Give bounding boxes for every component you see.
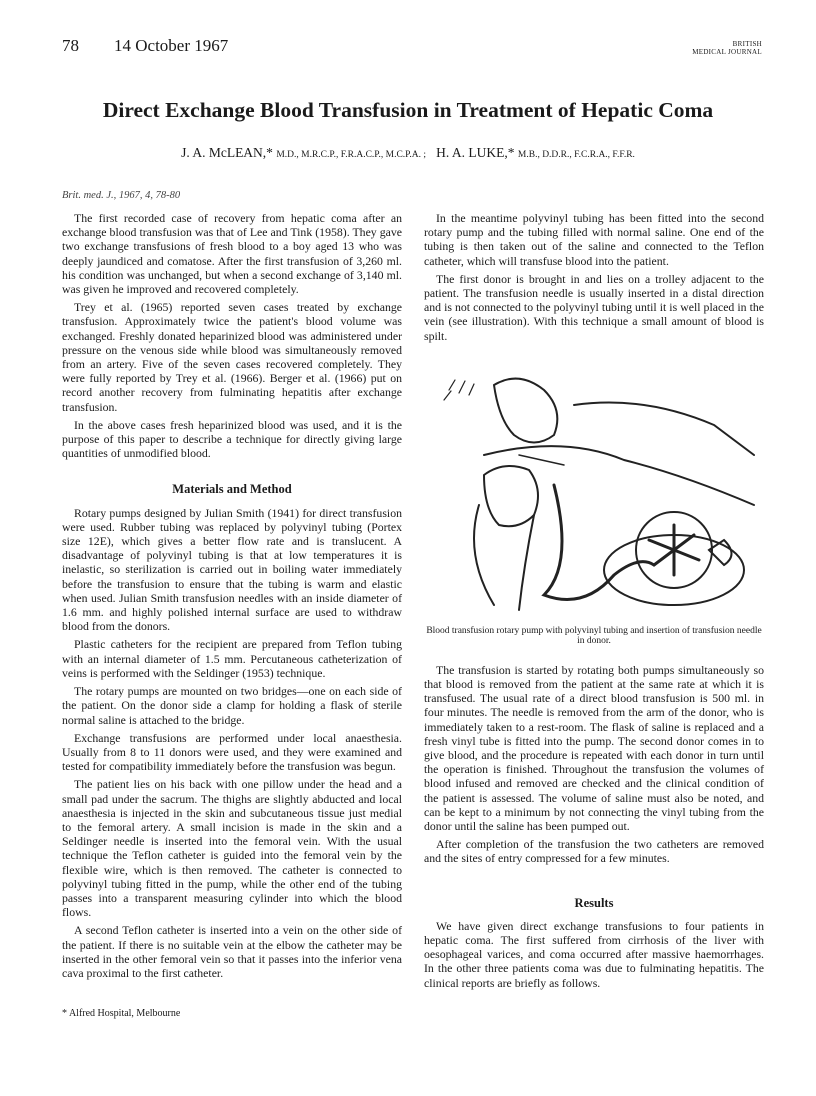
body-paragraph: After completion of the transfusion the two catheters are removed and the sites of entry compressed for a few minutes. xyxy=(424,837,764,866)
method-paragraph: The patient lies on his back with one pillow under the head and a small pad under the sacrum. The thighs are slightly abducted and local anaesthesia is injected in the skin and subcutaneous tissue just medial to the femoral artery. A small incision is made in the skin and a Seldinger needle is inserted into the femoral vein. With the usual technique the Teflon catheter is guided into the femoral vein by the flexible wire, which is then removed. The catheter is connected to polyvinyl tubing fitted in the pump, while the other end of the tubing passes into a transparent measuring cylinder into which the blood flows. xyxy=(62,777,402,920)
author-1-credentials: M.D., M.R.C.P., F.R.A.C.P., M.C.P.A. ; xyxy=(276,150,427,160)
needle xyxy=(519,455,564,465)
body-paragraph: The first donor is brought in and lies on a trolley adjacent to the patient. The transfusion needle is usually inserted in a distal direction and is not connected to the polyvinyl tubing until it is well placed in the vein (see illustration). With this technique a small amount of blood is spilt. xyxy=(424,271,764,343)
author-2-credentials: M.B., D.D.R., F.C.R.A., F.F.R. xyxy=(517,150,635,160)
intro-paragraph: In the above cases fresh heparinized blood was used, and it is the purpose of this paper to describe a technique for directly giving large quantities of unmodified blood. xyxy=(62,417,402,461)
figure-illustration xyxy=(424,365,764,623)
article-title: Direct Exchange Blood Transfusion in Treatment of Hepatic Coma xyxy=(102,98,714,122)
body-paragraph: In the meantime polyvinyl tubing has been fitted into the second rotary pump and the tubing filled with normal saline. One end of the tubing is then taken out of the saline and connected to the Teflon catheter, which will transfuse blood into the patient. xyxy=(424,211,764,268)
section-heading-methods: Materials and Method xyxy=(172,482,292,497)
footnote: * Alfred Hospital, Melbourne xyxy=(62,1008,181,1019)
issue-date: 14 October 1967 xyxy=(114,36,229,55)
transfusion-pump-drawing xyxy=(424,365,764,623)
forearm-right xyxy=(519,515,534,610)
journal-line-1: BRITISH xyxy=(732,40,762,48)
results-paragraph: We have given direct exchange transfusions to four patients in hepatic coma. The first suffered from cirrhosis of the liver with oesophageal varices, and coma occurred after massive haemorrhages. In the other three patients coma was due to fulminating hepatitis. The clinical reports are briefly as follows. xyxy=(424,918,764,990)
intro-paragraph: Trey et al. (1965) reported seven cases treated by exchange transfusion. Approximately twice the patient's blood volume was exchanged. Freshly donated heparinized blood was administered under pressure on the venous side while blood was simultaneously removed from an artery. Five of the seven cases recovered completely. They were fully reported by Trey et al. (1966). Berger et al. (1966) put on record another recovery from fulminating hepatitis after exchange transfusion. xyxy=(62,300,402,414)
author-1-name: J. A. McLEAN,* xyxy=(181,145,273,160)
left-column xyxy=(62,211,402,984)
author-line xyxy=(0,145,816,161)
hair-hatching xyxy=(444,380,474,400)
method-paragraph: The rotary pumps are mounted on two bridges—one on each side of the patient. On the donor side a clamp for holding a flask of sterile normal saline is attached to the bridge. xyxy=(62,684,402,727)
forearm-left xyxy=(474,505,494,605)
method-paragraph: Plastic catheters for the recipient are prepared from Teflon tubing with an internal diameter of 1.5 mm. Percutaneous catheterization of veins is performed with the Seldinger (1953) technique. xyxy=(62,637,402,680)
citation: Brit. med. J., 1967, 4, 78-80 xyxy=(62,190,181,201)
journal-line-2: MEDICAL JOURNAL xyxy=(692,48,762,56)
page-number: 78 xyxy=(62,36,79,55)
body-paragraph: The transfusion is started by rotating both pumps simultaneously so that blood is removed from the patient at the same rate at which it is transfused. The usual rate of a direct blood transfusion is 500 ml. in four minutes. The needle is removed from the arm of the donor, who is immediately taken to a rest-room. The flask of saline is replaced and a fresh vinyl tube is fitted into the pump. The second donor comes in to give blood, and the procedure is repeated with each donor in turn until the operation is finished. Throughout the transfusion the volumes of blood infused and removed are checked and the clinical condition of the patient is assessed. The volume of saline must also be noted, and can be kept to a minimum by not connecting the vinyl tubing from the donor until the saline has been pumped out. xyxy=(424,662,764,834)
lower-hand xyxy=(484,466,538,526)
donor-arm-lower xyxy=(484,446,754,505)
right-column xyxy=(424,211,764,994)
donor-arm-outline xyxy=(574,402,754,455)
method-paragraph: Rotary pumps designed by Julian Smith (1941) for direct transfusion were used. Rubber tubing was replaced by polyvinyl tubing (Portex size 12E), which gives a better flow rate and is translucent. A disadvantage of polyvinyl tubing is that at low temperatures it is inelastic, so sterilization is carried out in boiling water immediately before the transfusion to ensure that the tubing is warm and elastic when used. Julian Smith transfusion needles with an inside diameter of 1.6 mm. and highly polished internal surface are used to withdraw blood from the donors. xyxy=(62,505,402,634)
figure-caption: Blood transfusion rotary pump with polyvinyl tubing and insertion of transfusion needle in donor. xyxy=(426,625,762,647)
method-paragraph: A second Teflon catheter is inserted into a vein on the other side of the patient. If there is no suitable vein at the elbow the catheter may be inserted in the other femoral vein so that it passes into the inferior vena cava proximal to the first catheter. xyxy=(62,923,402,980)
section-heading-results: Results xyxy=(574,895,614,910)
author-2-name: H. A. LUKE,* xyxy=(436,145,515,160)
running-header xyxy=(62,36,762,62)
method-paragraph: Exchange transfusions are performed under local anaesthesia. Usually from 8 to 11 donors were used, and they were examined and tested for compatibility immediately before the transfusion was begun. xyxy=(62,730,402,774)
pump-rotor xyxy=(649,525,699,575)
upper-hand xyxy=(494,378,557,442)
intro-paragraph: The first recorded case of recovery from hepatic coma after an exchange blood transfusion was that of Lee and Tink (1958). They gave two exchange transfusions of fresh blood to a boy aged 13 who was deeply jaundiced and comatose. After the first transfusion of 3,260 ml. his condition was unchanged, but when a second exchange of 3,140 ml. was given he improved and recovered completely. xyxy=(62,211,402,297)
journal-name xyxy=(692,40,762,56)
